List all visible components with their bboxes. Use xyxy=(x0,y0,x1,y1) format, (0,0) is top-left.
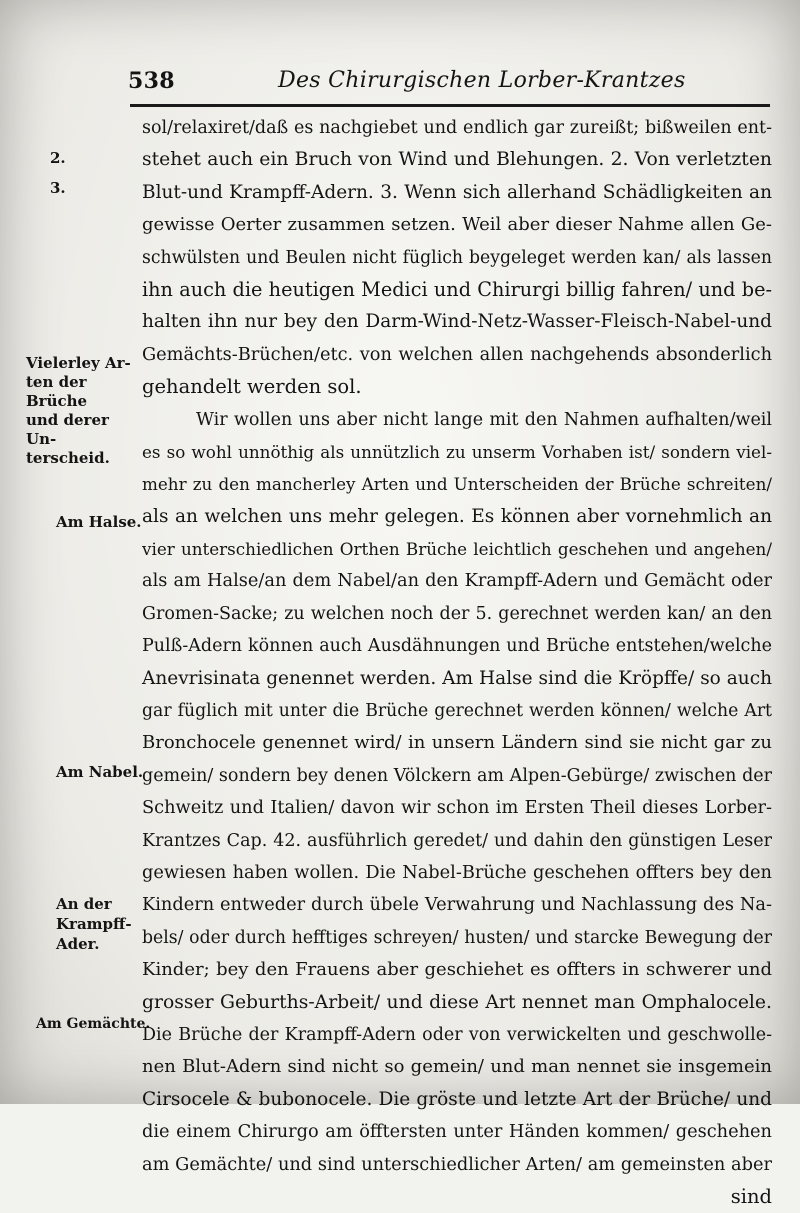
text-line: Gemächts-Brüchen/etc. von welchen allen nachgehends absonderlich xyxy=(142,344,772,365)
text-line: die einem Chirurgo am öfftersten unter Händen kommen/ geschehen xyxy=(142,1122,772,1143)
margin-note-line: Krampff- xyxy=(56,915,132,933)
margin-note-line: ten der Brüche xyxy=(26,373,88,410)
margin-note-nabel: Am Nabel. xyxy=(56,763,144,781)
page-header xyxy=(128,68,768,102)
running-title: Des Chirurgischen Lorber-Krantzes xyxy=(278,68,686,93)
margin-number-2: 2. xyxy=(50,149,66,167)
text-line: Krantzes Cap. 42. ausführlich geredet/ und dahin den günstigen Leser xyxy=(142,830,772,851)
text-line: Cirsocele & bubonocele. Die gröste und letzte Art der Brüche/ und xyxy=(142,1088,772,1110)
text-line: Schweitz und Italien/ davon wir schon im Ersten Theil dieses Lorber- xyxy=(142,798,772,819)
text-line: grosser Geburths-Arbeit/ und diese Art nennet man Omphalocele. xyxy=(142,991,772,1013)
text-line: schwülsten und Beulen nicht füglich beygeleget werden kan/ als lassen xyxy=(142,247,772,268)
text-line: gar füglich mit unter die Brüche gerechnet werden können/ welche Art xyxy=(142,701,772,722)
margin-note-line: Vielerley Ar- xyxy=(26,354,131,372)
margin-note-halse: Am Halse. xyxy=(56,513,142,531)
main-text-block xyxy=(142,112,772,1213)
text-line: Pulß-Adern können auch Ausdähnungen und Brüche entstehen/welche xyxy=(142,636,772,657)
text-line: Die Brüche der Krampff-Adern oder von verwickelten und geschwolle- xyxy=(142,1024,772,1045)
text-line: Kindern entweder durch übele Verwahrung und Nachlassung des Na- xyxy=(142,895,772,916)
margin-note-line: terscheid. xyxy=(26,449,110,467)
text-line: Anevrisinata genennet werden. Am Halse sind die Kröpffe/ so auch xyxy=(142,667,772,689)
text-line: Bronchocele genennet wird/ in unsern Ländern sind sie nicht gar zu xyxy=(142,732,772,754)
header-rule xyxy=(130,104,770,107)
text-line: Gromen-Sacke; zu welchen noch der 5. gerechnet werden kan/ an den xyxy=(142,603,772,624)
text-line: gewisse Oerter zusammen setzen. Weil aber dieser Nahme allen Ge- xyxy=(142,214,772,236)
text-line: Kinder; bey den Frauens aber geschiehet es offters in schwerer und xyxy=(142,959,772,981)
text-line: als an welchen uns mehr gelegen. Es können aber vornehmlich an xyxy=(142,505,772,527)
text-line: nen Blut-Adern sind nicht so gemein/ und man nennet sie insgemein xyxy=(142,1056,772,1078)
text-line: mehr zu den mancherley Arten und Unterscheiden der Brüche schreiten/ xyxy=(142,474,772,495)
text-line: sol/relaxiret/daß es nachgiebet und endlich gar zureißt; bißweilen ent- xyxy=(142,118,772,138)
text-line: Blut-und Krampff-Adern. 3. Wenn sich allerhand Schädligkeiten an xyxy=(142,181,772,203)
text-line: gewiesen haben wollen. Die Nabel-Brüche geschehen offters bey den xyxy=(142,862,772,883)
margin-note-line: Ader. xyxy=(56,935,100,953)
text-line: es so wohl unnöthig als unnützlich zu unserm Vorhaben ist/ sondern viel- xyxy=(142,441,772,462)
catchword: sind xyxy=(730,1184,772,1208)
page-number: 538 xyxy=(128,68,175,94)
margin-note-line: und derer Un- xyxy=(26,411,109,448)
text-line: vier unterschiedlichen Orthen Brüche leichtlich geschehen und angehen/ xyxy=(142,539,772,560)
text-line: Wir wollen uns aber nicht lange mit den Nahmen aufhalten/weil xyxy=(196,409,772,430)
text-line: bels/ oder durch hefftiges schreyen/ husten/ und starcke Bewegung der xyxy=(142,927,772,948)
text-line: gehandelt werden sol. xyxy=(142,375,362,399)
text-line: als am Halse/an dem Nabel/an den Krampff-Adern und Gemächt oder xyxy=(142,571,772,592)
margin-note-gemaechte: Am Gemächte. xyxy=(36,1016,151,1032)
text-line: ihn auch die heutigen Medici und Chirurgi billig fahren/ und be- xyxy=(142,277,772,301)
margin-note-line: An der xyxy=(56,895,112,913)
text-line: stehet auch ein Bruch von Wind und Blehungen. 2. Von verletzten xyxy=(142,149,772,171)
margin-note-arten xyxy=(26,354,138,468)
text-line: gemein/ sondern bey denen Völckern am Alpen-Gebürge/ zwischen der xyxy=(142,765,772,786)
text-line: halten ihn nur bey den Darm-Wind-Netz-Wasser-Fleisch-Nabel-und xyxy=(142,311,772,333)
margin-number-3: 3. xyxy=(50,179,66,197)
text-line: am Gemächte/ und sind unterschiedlicher Arten/ am gemeinsten aber xyxy=(142,1154,772,1175)
